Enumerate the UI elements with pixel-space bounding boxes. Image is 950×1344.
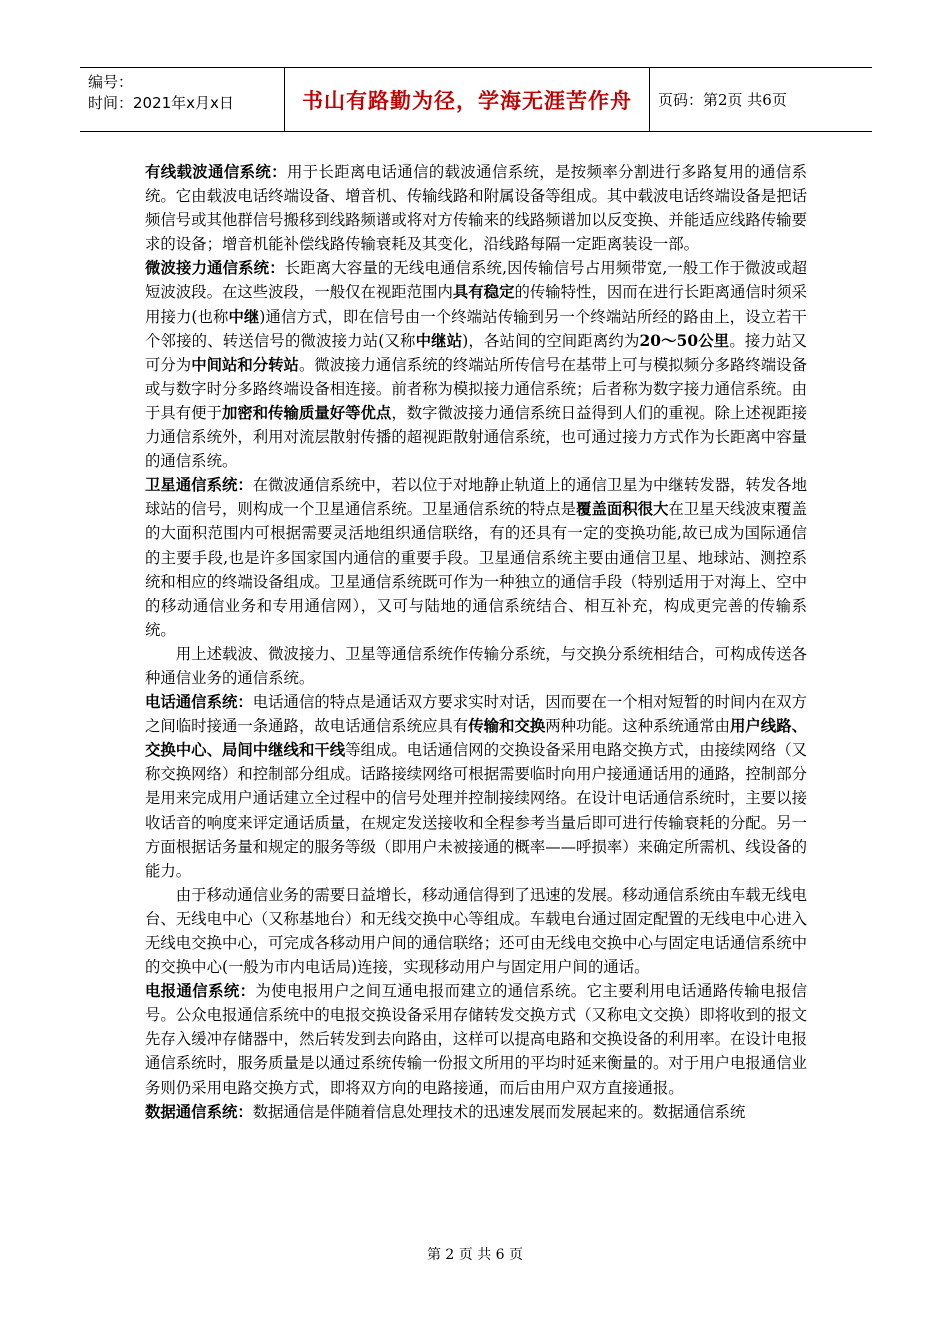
paragraph	[145, 979, 807, 1099]
paragraph	[145, 642, 807, 690]
body-text: 由于移动通信业务的需要日益增长，移动通信得到了迅速的发展。移动通信系统由车载无线电台、无线电中心（又称基地台）和无线交换中心等组成。车载电台通过固定配置的无线电中心进入无线电交换中心，可完成各移动用户间的通信联络；还可由无线电交换中心与固定电话通信系统中的交换中心(一般为市内电话局)连接，实现移动用户与固定用户间的通话。	[145, 885, 807, 977]
emphasis-text: 20～50公里	[639, 331, 730, 350]
paragraph-title: 有线载波通信系统：	[145, 163, 287, 181]
page-footer: 第 2 页 共 6 页	[426, 1247, 524, 1263]
paragraph-title: 数据通信系统：	[145, 1102, 253, 1121]
paragraph	[145, 160, 807, 256]
paragraph	[145, 1100, 807, 1124]
body-text: 等组成。电话通信网的交换设备采用电路交换方式，由接续网络（又称交换网络）和控制部分组成。话路接续网络可根据需要临时向用户接通通话用的通路，控制部分是用来完成用户通话建立全过程中的信号处理并控制接续网络。在设计电话通信系统时，主要以接收话音的响度来评定通话质量，在规定发送接收和全程参考当量后即可进行传输衰耗的分配。另一方面根据话务量和规定的服务等级（即用户未被接通的概率——呼损率）来确定所需机、线设备的能力。	[145, 741, 807, 880]
document-time-label: 时间：2021年x月x日	[88, 94, 234, 112]
body-text: )通信方式，即在信号由一个终端站传输到另一个终端站所经的路由上，设立若干个邻接的、转送信号的微波接力站(又称	[145, 307, 807, 350]
body-text: 数据通信是伴随着信息处理技术的迅速发展而发展起来的。数据通信系统	[252, 1102, 746, 1121]
paragraph	[145, 690, 807, 883]
emphasis-text: 具有稳定	[452, 283, 515, 302]
header-meta	[80, 68, 285, 131]
body-text: 用于长距离电话通信的载波通信系统，是按频率分割进行多路复用的通信系统。它由载波电话终端设备、增音机、传输线路和附属设备等组成。其中载波电话终端设备是把话频信号或其他群信号搬移到线路频谱或将对方传输来的线路频谱加以反变换、并能适应线路传输要求的设备；增音机能补偿线路传输衰耗及其变化，沿线路每隔一定距离装设一部。	[145, 163, 807, 254]
body-text: )，各站间的空间距离约为	[462, 331, 640, 350]
document-body	[145, 160, 807, 1124]
emphasis-text: 中继	[228, 307, 260, 326]
emphasis-text: 覆盖面积很大	[576, 500, 669, 519]
body-text: 。微波接力通信系统的终端站所传信号在基带上可与模拟频分多路终端设备或与数字时分多路终端设备相连接。前者称为模拟接力通信系统；后者称为数字接力通信系统。由于具有便于	[145, 355, 807, 422]
emphasis-text: 中继站	[415, 331, 463, 350]
body-text: 两种功能。这种系统通常由	[545, 717, 730, 736]
page-header	[80, 67, 872, 132]
paragraph	[145, 473, 807, 642]
body-text: 长距离大容量的无线电通信系统,因传输信号占用频带宽,一般工作于微波或超短波波段。在这些波段，一般仅在视距范围内	[145, 259, 807, 302]
paragraph-title: 电报通信系统：	[145, 982, 256, 1001]
body-text: ，数字微波接力通信系统日益得到人们的重视。除上述视距接力通信系统外，利用对流层散射传播的超视距散射通信系统，也可通过接力方式作为长距离中容量的通信系统。	[145, 403, 807, 471]
emphasis-text: 加密和传输质量好等优点	[221, 403, 392, 422]
emphasis-text: 用户线路、交换中心、局间中继线和干线	[145, 717, 807, 760]
header-page-info: 页码：第2页 共6页	[658, 91, 787, 109]
paragraph-title: 电话通信系统：	[145, 693, 253, 712]
body-text: 。接力站又可分为	[145, 331, 807, 374]
body-text: 的传输特性，因而在进行长距离通信时须采用接力(也称	[145, 283, 807, 326]
document-number-label: 编号：	[88, 73, 134, 91]
emphasis-text: 中间站和分转站	[191, 355, 299, 374]
body-text: 为使电报用户之间互通电报而建立的通信系统。它主要利用电话通路传输电报信号。公众电报通信系统中的电报交换设备采用存储转发交换方式（又称电文交换）即将收到的报文先存入缓冲存储器中，然后转发到去向路由，这样可以提高电路和交换设备的利用率。在设计电报通信系统时，服务质量是以通过系统传输一份报文所用的平均时延来衡量的。对于用户电报通信业务则仍采用电路交换方式，即将双方向的电路接通，而后由用户双方直接通报。	[145, 982, 807, 1097]
body-text: 在卫星天线波束覆盖的大面积范围内可根据需要灵活地组织通信联络，有的还具有一定的变换功能,故已成为国际通信的主要手段,也是许多国家国内通信的重要手段。卫星通信系统主要由通信卫星、地球站、测控系统和相应的终端设备组成。卫星通信系统既可作为一种独立的通信手段（特别适用于对海上、空中的移动通信业务和专用通信网），又可与陆地的通信系统结合、相互补充，构成更完善的传输系统。	[145, 500, 807, 639]
paragraph	[145, 256, 807, 473]
paragraph-title: 卫星通信系统：	[145, 476, 253, 495]
body-text: 在微波通信系统中，若以位于对地静止轨道上的通信卫星为中继转发器，转发各地球站的信号，则构成一个卫星通信系统。卫星通信系统的特点是	[145, 476, 807, 519]
header-motto: 书山有路勤为径，学海无涯苦作舟	[285, 68, 650, 131]
paragraph	[145, 883, 807, 979]
paragraph-title: 微波接力通信系统：	[145, 259, 285, 278]
body-text: 电话通信的特点是通话双方要求实时对话，因而要在一个相对短暂的时间内在双方之间临时接通一条通路，故电话通信系统应具有	[145, 693, 807, 736]
emphasis-text: 传输和交换	[468, 717, 546, 736]
body-text: 用上述载波、微波接力、卫星等通信系统作传输分系统，与交换分系统相结合，可构成传送各种通信业务的通信系统。	[145, 644, 807, 687]
